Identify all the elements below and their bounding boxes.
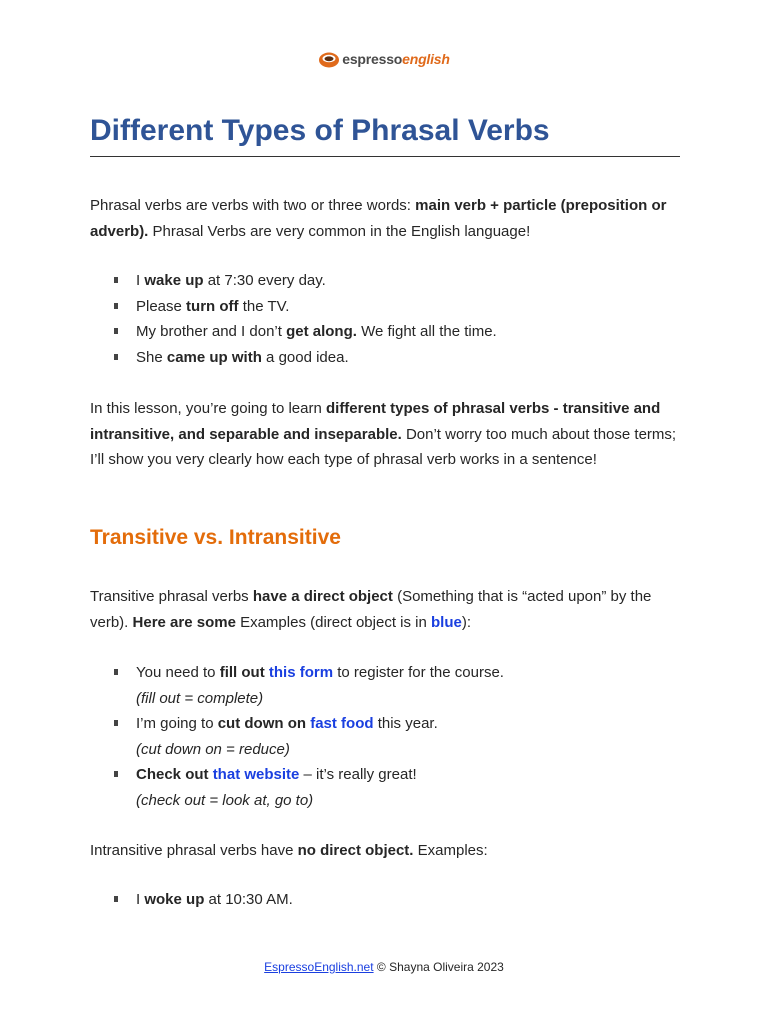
text-run: the TV. [238,297,290,315]
intro-paragraph [90,193,680,244]
bullet-icon [114,354,118,360]
transitive-paragraph [90,584,680,635]
text-run: at 7:30 every day. [203,272,326,289]
logo-text-english: english [402,51,450,67]
text-run: ): [461,613,472,631]
bullet-icon [114,896,118,902]
list-item-text [136,323,497,340]
bold-text: turn off [186,297,239,315]
highlight-text: fast food [310,715,374,732]
list-item-text [136,298,289,315]
bold-text: woke up [144,891,205,908]
bold-text: get along. [286,323,357,340]
text-run: Examples: [413,842,488,859]
text-run: I [136,891,145,908]
text-run: I’m going to [136,715,218,732]
text-run: Transitive phrasal verbs [90,588,253,605]
coffee-cup-icon [318,48,340,70]
examples-list-basic [114,268,674,370]
text-run: – it’s really great! [299,766,417,783]
bullet-icon [114,303,118,309]
list-item-note: (check out = look at, go to) [136,791,314,809]
text-run: My brother and I don’t [136,323,287,340]
bullet-icon [114,720,118,726]
bold-text: came up with [166,348,262,366]
list-item-text [136,349,349,366]
text-run: a good idea. [261,348,349,366]
list-item-text [136,715,438,732]
list-item [114,345,674,371]
bold-text: Check out [136,766,209,783]
highlight-text: this form [268,664,334,681]
list-item-note: (fill out = complete) [136,689,264,707]
bullet-icon [114,669,118,675]
lesson-paragraph [90,396,680,473]
intransitive-paragraph [90,838,680,864]
list-item [114,294,674,320]
text-run: You need to [136,664,220,681]
text-run: Intransitive phrasal verbs have [90,842,298,859]
list-item [114,660,674,711]
text-run: (Something that is “acted upon” by the verb). [90,588,652,631]
text-run: In this lesson, you’re going to learn [90,400,326,417]
page-title: Different Types of Phrasal Verbs [90,112,680,157]
text-run: I [136,272,145,289]
logo [0,48,768,70]
highlight-text: blue [431,613,462,631]
examples-list-transitive [114,660,674,813]
bold-text: Here are some [132,613,236,631]
bullet-icon [114,328,118,334]
text-run: at 10:30 AM. [204,891,293,908]
footer-copyright: © Shayna Oliveira 2023 [373,960,504,974]
bullet-icon [114,277,118,283]
list-item [114,319,674,345]
bold-text: different types of phrasal verbs - transitive and intransitive, and separable and inseparable. [90,400,661,443]
text-run: this year. [373,715,438,732]
list-item [114,887,674,913]
text-run: Don’t worry too much about those terms; I’ll show you very clearly how each type of phrasal verb works in a sentence! [90,425,677,468]
bold-text: no direct object. [297,842,414,859]
text-run: We fight all the time. [356,323,497,340]
list-item [114,711,674,762]
bold-text: have a direct object [252,588,393,605]
list-item [114,762,674,813]
footer [0,960,768,974]
bullet-icon [114,771,118,777]
list-item-text [136,766,417,783]
list-item-text [136,664,504,681]
footer-link[interactable]: EspressoEnglish.net [264,960,374,974]
bold-text: fill out [219,664,265,681]
text-run: Phrasal verbs are verbs with two or three words: [90,197,416,214]
bold-text: wake up [144,272,204,289]
bold-text: cut down on [217,715,307,732]
list-item-text [136,891,293,908]
list-item-note: (cut down on = reduce) [136,740,290,758]
examples-list-intransitive [114,887,674,913]
list-item [114,268,674,294]
text-run: Phrasal Verbs are very common in the English language! [148,222,531,240]
logo-text-espresso: espresso [342,51,403,67]
text-run: Please [136,297,187,315]
text-run: She [136,348,167,366]
list-item-text [136,272,326,289]
bold-text: main verb + particle (preposition or adverb). [90,197,667,240]
text-run: to register for the course. [333,664,504,681]
highlight-text: that website [212,766,300,783]
section-heading: Transitive vs. Intransitive [90,526,341,549]
text-run: Examples (direct object is in [235,613,431,631]
